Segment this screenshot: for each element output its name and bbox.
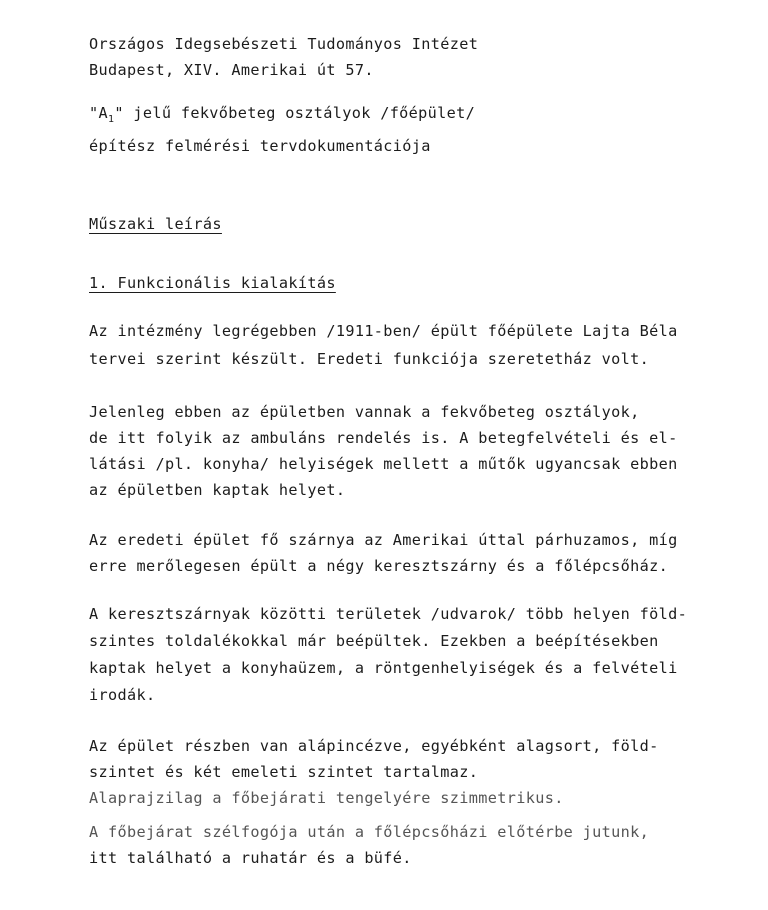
paragraph-6-line-1: A főbejárat szélfogója után a főlépcsőházi előtérbe jutunk,: [89, 823, 650, 841]
paragraph-3-line-2: erre merőlegesen épült a négy keresztszárny és a főlépcsőház.: [89, 557, 669, 575]
paragraph-2-line-2: de itt folyik az ambuláns rendelés is. A betegfelvételi és el-: [89, 429, 678, 447]
paragraph-4-line-4: irodák.: [89, 686, 156, 704]
paragraph-6-line-2: itt található a ruhatár és a büfé.: [89, 849, 412, 867]
paragraph-5-line-1: Az épület részben van alápincézve, egyébként alagsort, föld-: [89, 737, 659, 755]
paragraph-4-line-1: A keresztszárnyak közötti területek /udvarok/ több helyen föld-: [89, 605, 688, 623]
title-rest: " jelű fekvőbeteg osztályok /főépület/: [114, 104, 476, 122]
institute-address: Budapest, XIV. Amerikai út 57.: [89, 61, 374, 79]
section-heading: Műszaki leírás: [89, 215, 222, 233]
title-subscript: 1: [108, 114, 115, 125]
institute-name: Országos Idegsebészeti Tudományos Intézet: [89, 35, 479, 53]
section-subheading: 1. Funkcionális kialakítás: [89, 274, 336, 292]
paragraph-1-line-1: Az intézmény legrégebben /1911-ben/ épült főépülete Lajta Béla: [89, 322, 678, 340]
document-title-line-1: [89, 104, 476, 125]
paragraph-1-line-2: tervei szerint készült. Eredeti funkciója szeretetház volt.: [89, 350, 650, 368]
paragraph-5-line-2: szintet és két emeleti szintet tartalmaz.: [89, 763, 479, 781]
paragraph-5-line-3: Alaprajzilag a főbejárati tengelyére szimmetrikus.: [89, 789, 564, 807]
paragraph-2-line-4: az épületben kaptak helyet.: [89, 481, 346, 499]
document-title-line-2: építész felmérési tervdokumentációja: [89, 137, 431, 155]
paragraph-3-line-1: Az eredeti épület fő szárnya az Amerikai úttal párhuzamos, míg: [89, 531, 678, 549]
paragraph-4-line-2: szintes toldalékokkal már beépültek. Ezekben a beépítésekben: [89, 632, 659, 650]
paragraph-4-line-3: kaptak helyet a konyhaüzem, a röntgenhelyiségek és a felvételi: [89, 659, 678, 677]
paragraph-2-line-1: Jelenleg ebben az épületben vannak a fekvőbeteg osztályok,: [89, 403, 640, 421]
paragraph-2-line-3: látási /pl. konyha/ helyiségek mellett a műtők ugyancsak ebben: [89, 455, 678, 473]
title-open-quote: "A: [89, 104, 108, 122]
